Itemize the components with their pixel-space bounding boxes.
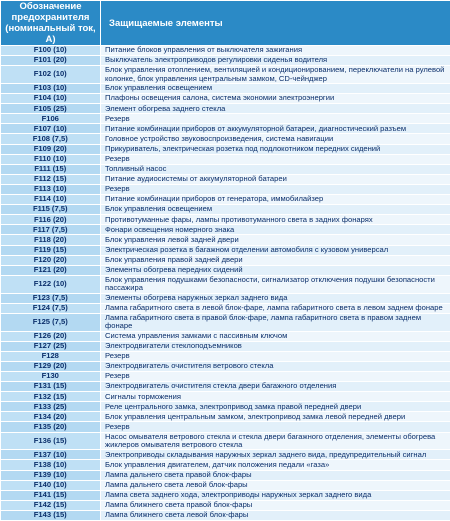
- fuse-description: Питание комбинации приборов от генератора, иммобилайзер: [101, 195, 450, 205]
- table-row: [1, 205, 450, 215]
- fuse-code: F109 (20): [1, 144, 101, 154]
- fuse-code: F118 (20): [1, 235, 101, 245]
- fuse-code: F143 (15): [1, 510, 101, 520]
- fuse-description: Выключатель электроприводов регулировки сиденья водителя: [101, 56, 450, 66]
- table-row: [1, 313, 450, 331]
- table-row: [1, 154, 450, 164]
- fuse-code: F126 (20): [1, 331, 101, 341]
- fuse-code: F131 (15): [1, 382, 101, 392]
- fuse-description: Элементы обогрева передних сидений: [101, 265, 450, 275]
- fuse-code: F117 (7,5): [1, 225, 101, 235]
- fuse-code: F142 (15): [1, 500, 101, 510]
- table-row: [1, 164, 450, 174]
- fuse-code: F108 (7,5): [1, 134, 101, 144]
- fuse-code: F141 (15): [1, 490, 101, 500]
- fuse-code: F107 (10): [1, 124, 101, 134]
- table-row: [1, 432, 450, 450]
- fuse-code: F123 (7,5): [1, 293, 101, 303]
- fuse-description: Блок управления отоплением, вентиляцией и кондиционированием, переключатели на рулевой колонке, блок управления центральным замком, CD-чейнджер: [101, 66, 450, 84]
- fuse-description: Насос омывателя ветрового стекла и стекла двери багажного отделения, элементы обогрева жиклеров омывателя ветрового стекла: [101, 432, 450, 450]
- fuse-code: F128: [1, 351, 101, 361]
- fuse-code: F122 (10): [1, 275, 101, 293]
- table-row: [1, 470, 450, 480]
- fuse-code: F103 (10): [1, 84, 101, 94]
- table-row: [1, 331, 450, 341]
- table-row: [1, 265, 450, 275]
- table-row: [1, 460, 450, 470]
- fuse-code: F129 (20): [1, 361, 101, 371]
- fuse-description: Резерв: [101, 154, 450, 164]
- fuse-description: Блок управления правой задней двери: [101, 255, 450, 265]
- fuse-code: F102 (10): [1, 66, 101, 84]
- fuse-description: Блок управления центральным замком, электропривод замка левой передней двери: [101, 412, 450, 422]
- fuse-description: Прикуриватель, электрическая розетка под подлокотником передних сидений: [101, 144, 450, 154]
- table-row: [1, 114, 450, 124]
- fuse-code: F105 (25): [1, 104, 101, 114]
- fuse-description: Резерв: [101, 114, 450, 124]
- table-row: [1, 341, 450, 351]
- fuse-code: F104 (10): [1, 94, 101, 104]
- fuse-code: F115 (7,5): [1, 205, 101, 215]
- fuse-description: Блок управления освещением: [101, 205, 450, 215]
- table-row: [1, 303, 450, 313]
- table-row: [1, 56, 450, 66]
- fuse-description: Фонари освещения номерного знака: [101, 225, 450, 235]
- fuse-description: Головное устройство звуковоспроизведения, система навигации: [101, 134, 450, 144]
- table-row: [1, 490, 450, 500]
- fuse-description: Лампа ближнего света левой блок-фары: [101, 510, 450, 520]
- fuse-code: F134 (20): [1, 412, 101, 422]
- fuse-description: Сигналы торможения: [101, 392, 450, 402]
- table-row: [1, 66, 450, 84]
- fuse-code: F130: [1, 371, 101, 381]
- table-body: [1, 46, 450, 521]
- fuse-description: Блок управления подушками безопасности, сигнализатор отключения подушки безопасности пассажира: [101, 275, 450, 293]
- fuse-code: F139 (10): [1, 470, 101, 480]
- fuse-description: Лампа дальнего света левой блок-фары: [101, 480, 450, 490]
- table-row: [1, 215, 450, 225]
- fuse-description: Противотуманные фары, лампы противотуманного света в задних фонарях: [101, 215, 450, 225]
- table-row: [1, 402, 450, 412]
- table-row: [1, 84, 450, 94]
- fuse-description: Система управления замками с пассивным ключом: [101, 331, 450, 341]
- fuse-description: Питание комбинации приборов от аккумуляторной батареи, диагностический разъем: [101, 124, 450, 134]
- fuse-description: Элемент обогрева заднего стекла: [101, 104, 450, 114]
- fuse-description: Электродвигатель очистителя стекла двери багажного отделения: [101, 382, 450, 392]
- fuse-description: Лампа ближнего света правой блок-фары: [101, 500, 450, 510]
- table-row: [1, 371, 450, 381]
- fuse-code: F140 (10): [1, 480, 101, 490]
- table-row: [1, 174, 450, 184]
- fuse-description: Резерв: [101, 371, 450, 381]
- fuse-code: F110 (10): [1, 154, 101, 164]
- fuse-code: F100 (10): [1, 46, 101, 56]
- fuse-description: Резерв: [101, 422, 450, 432]
- fuse-description: Лампа дальнего света правой блок-фары: [101, 470, 450, 480]
- header-fuse-designation: Обозначение предохранителя (номинальный ток, А): [1, 1, 101, 46]
- table-row: [1, 510, 450, 520]
- fuse-description: Электродвигатель очистителя ветрового стекла: [101, 361, 450, 371]
- fuse-description: Блок управления освещением: [101, 84, 450, 94]
- fuse-description: Плафоны освещения салона, система экономии электроэнергии: [101, 94, 450, 104]
- table-row: [1, 144, 450, 154]
- fuse-description: Резерв: [101, 184, 450, 194]
- fuse-code: F137 (10): [1, 450, 101, 460]
- fuse-code: F133 (25): [1, 402, 101, 412]
- fuse-description: Электродвигатели стеклоподъемников: [101, 341, 450, 351]
- fuse-description: Лампа света заднего хода, электроприводы наружных зеркал заднего вида: [101, 490, 450, 500]
- fuse-description: Питание блоков управления от выключателя зажигания: [101, 46, 450, 56]
- table-row: [1, 500, 450, 510]
- fuse-code: F127 (25): [1, 341, 101, 351]
- fuse-description: Электрическая розетка в багажном отделении автомобиля с кузовом универсал: [101, 245, 450, 255]
- table-row: [1, 480, 450, 490]
- header-protected-elements: Защищаемые элементы: [101, 1, 450, 46]
- table-row: [1, 195, 450, 205]
- fuse-description: Блок управления двигателем, датчик положения педали «газа»: [101, 460, 450, 470]
- table-row: [1, 245, 450, 255]
- table-row: [1, 293, 450, 303]
- table-row: [1, 235, 450, 245]
- fuse-code: F124 (7,5): [1, 303, 101, 313]
- fuse-code: F121 (20): [1, 265, 101, 275]
- table-row: [1, 104, 450, 114]
- fuse-code: F132 (15): [1, 392, 101, 402]
- table-row: [1, 422, 450, 432]
- table-row: [1, 94, 450, 104]
- fuse-code: F135 (20): [1, 422, 101, 432]
- fuse-description: Резерв: [101, 351, 450, 361]
- fuse-code: F120 (20): [1, 255, 101, 265]
- fuse-description: Блок управления левой задней двери: [101, 235, 450, 245]
- fuse-description: Топливный насос: [101, 164, 450, 174]
- table-row: [1, 255, 450, 265]
- table-row: [1, 134, 450, 144]
- fuse-code: F101 (20): [1, 56, 101, 66]
- fuse-description: Питание аудиосистемы от аккумуляторной батареи: [101, 174, 450, 184]
- fuse-description: Лампа габаритного света в правой блок-фаре, лампа габаритного света в правом заднем фонаре: [101, 313, 450, 331]
- fuse-description: Лампа габаритного света в левой блок-фаре, лампа габаритного света в левом заднем фонаре: [101, 303, 450, 313]
- table-row: [1, 184, 450, 194]
- table-row: [1, 382, 450, 392]
- fuse-description: Элементы обогрева наружных зеркал заднего вида: [101, 293, 450, 303]
- table-row: [1, 124, 450, 134]
- table-header: [1, 1, 450, 46]
- fuse-code: F112 (15): [1, 174, 101, 184]
- fuse-code: F111 (15): [1, 164, 101, 174]
- fuse-code: F125 (7,5): [1, 313, 101, 331]
- fuse-code: F106: [1, 114, 101, 124]
- table-row: [1, 225, 450, 235]
- fuse-description: Электроприводы складывания наружных зеркал заднего вида, предупредительный сигнал: [101, 450, 450, 460]
- table-row: [1, 450, 450, 460]
- table-row: [1, 275, 450, 293]
- fuse-code: F119 (15): [1, 245, 101, 255]
- table-row: [1, 351, 450, 361]
- table-row: [1, 392, 450, 402]
- fuse-code: F113 (10): [1, 184, 101, 194]
- table-row: [1, 412, 450, 422]
- fuse-code: F116 (20): [1, 215, 101, 225]
- table-row: [1, 361, 450, 371]
- fuse-code: F114 (10): [1, 195, 101, 205]
- fuse-code: F136 (15): [1, 432, 101, 450]
- fuse-description: Реле центрального замка, электропривод замка правой передней двери: [101, 402, 450, 412]
- fuse-code: F138 (10): [1, 460, 101, 470]
- table-row: [1, 46, 450, 56]
